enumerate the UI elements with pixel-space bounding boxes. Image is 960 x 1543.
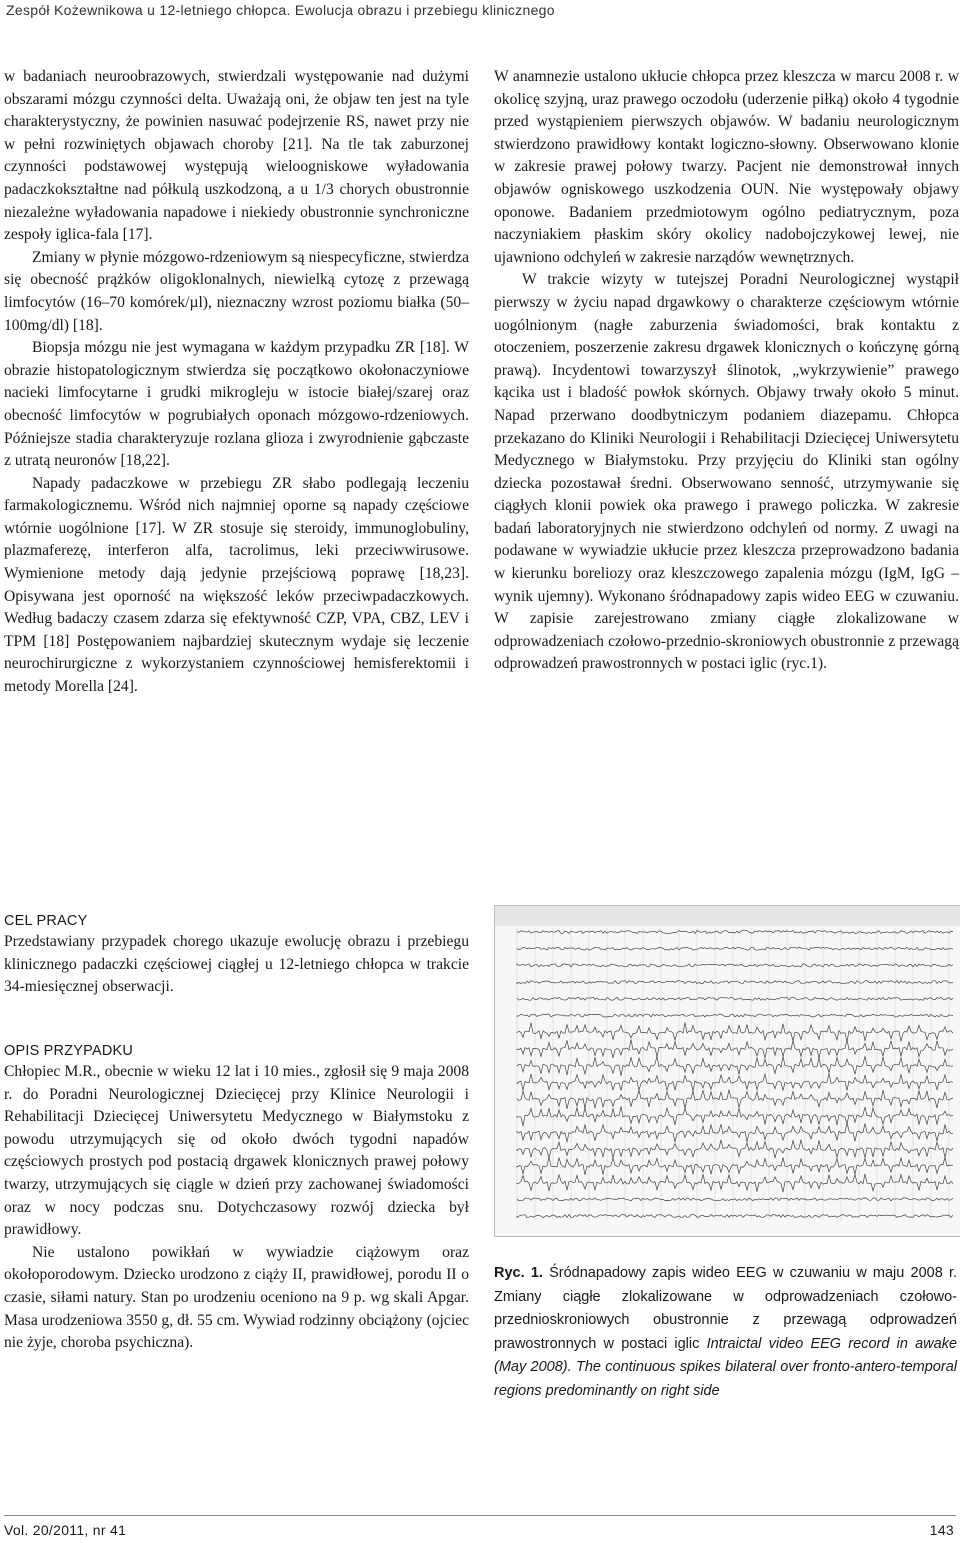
caption-text-en: Intraictal video EEG record in awake (May 2008). The continuous spikes bilateral over fronto-antero-temporal regions predominantly on right side bbox=[494, 1335, 958, 1399]
paragraph: W anamnezie ustalono ukłucie chłopca przez kleszcza w marcu 2008 r. w okolicę szyjną, uraz prawego oczodołu (uderzenie piłką) około 4 tygodnie przed wystąpieniem pierwszych objawów. W badaniu neurologicznym stwierdzono prawidłowy kontakt logiczno-słowny. Obserwowano klonie w zakresie prawej połowy twarzy. Pacjent nie demonstrował innych objawów ogniskowego uszkodzenia OUN. Nie występowały objawy oponowe. Badaniem przedmiotowym ogólno pediatrycznym, poza naczyniakiem płaskim skóry okolicy nadobojczykowej lewej, nie ujawniono odchyleń w zakresie narządów wewnętrznych. bbox=[494, 68, 959, 266]
eeg-channel-trace bbox=[517, 1198, 953, 1201]
eeg-figure bbox=[494, 905, 960, 1237]
eeg-channel-trace bbox=[517, 964, 953, 967]
paragraph: Nie ustalono powikłań w wywiadzie ciążowym oraz okołoporodowym. Dziecko urodzono z ciąży II, prawidłowej, porodu II o czasie, siłami natury. Stan po urodzeniu oceniono na 9 p. wg skali Apgar. Masa urodzeniowa 3550 g, dł. 55 cm. Wywiad rodzinny obciążony (ojciec nie żyje, choroba psychiczna). bbox=[4, 1243, 469, 1352]
eeg-channel-trace bbox=[517, 981, 953, 984]
footer-volume: Vol. 20/2011, nr 41 bbox=[4, 1522, 127, 1538]
caption-text-pl: Śródnapadowy zapis wideo EEG w czuwaniu w maju 2008 r. Zmiany ciągłe zlokalizowane w odprowadzeniach czołowo-przednioskroniowych obustronnie z przewagą odprowadzeń prawostronnych w postaci iglic bbox=[494, 1265, 958, 1352]
paragraph: w badaniach neuroobrazowych, stwierdzali występowanie nad dużymi obszarami mózgu czynności delta. Uważają oni, że objaw ten jest na tyle charakterystyczny, że powinien nasuwać podejrzenie RS, nawet przy nie w pełni rozwiniętych objawach choroby [21]. Na tle tak zaburzonej czynności podstawowej występują wieloogniskowe wyładowania padaczkokształtne nad półkulą uszkodzoną, a u 1/3 chorych obustronnie niezależne wyładowania napadowe i niekiedy obustronnie synchroniczne zespoły iglica-fala [17]. bbox=[4, 68, 469, 244]
eeg-channel-trace bbox=[517, 1073, 953, 1091]
section-opis-przypadku bbox=[4, 1043, 469, 1355]
eeg-channel-trace bbox=[517, 1215, 953, 1218]
caption-label: Ryc. 1. bbox=[494, 1265, 543, 1281]
left-column bbox=[4, 66, 469, 699]
page-number: 143 bbox=[929, 1522, 954, 1538]
eeg-channel-trace bbox=[517, 1014, 953, 1017]
eeg-recording-image bbox=[495, 906, 960, 1236]
eeg-channel-trace bbox=[517, 1023, 953, 1042]
eeg-channel-trace bbox=[517, 931, 953, 934]
eeg-channel-trace bbox=[517, 947, 953, 950]
paragraph: W trakcie wizyty w tutejszej Poradni Neurologicznej wystąpił pierwszy w życiu napad drgawkowy o charakterze częściowym wtórnie uogólnionym (nagłe zaburzenia świadomości, brak kontaktu z otoczeniem, poszerzenie zakresu drgawek klonicznych o kończynę górną prawą). Incydentowi towarzyszył ślinotok, „wykrzywienie” prawego kącika ust i bladość powłok skórnych. Objawy trwały około 5 minut. Napad przerwano doodbytniczym podaniem diazepamu. Chłopca przekazano do Kliniki Neurologii i Rehabilitacji Dziecięcej Uniwersytetu Medycznego w Białymstoku. Przy przyjęciu do Kliniki stan ogólny dziecka pozostawał średni. Obserwowano senność, utrzymywanie się ciągłych klonii powiek oka prawego i prawego policzka. W zakresie badań laboratoryjnych nie stwierdzono odchyleń od normy. Z uwagi na podawane w wywiadzie ukłucie przez kleszcza przeprowadzono badania w kierunku boreliozy oraz kleszczowego zapalenia mózgu (IgM, IgG – wynik ujemny). Wykonano śródnapadowy zapis wideo EEG w czuwaniu. W zapisie zarejestrowano zmiany ciągłe zlokalizowane w odprowadzeniach czołowo-przednio-skroniowych obustronnie z przewagą odprowadzeń prawostronnych w postaci iglic (ryc.1). bbox=[494, 271, 959, 673]
right-column bbox=[494, 66, 959, 676]
paragraph: Zmiany w płynie mózgowo-rdzeniowym są niespecyficzne, stwierdza się obecność prążków oligoklonalnych, niewielką cytozę z przewagą limfocytów (16–70 komórek/µl), nieznaczny wzrost poziomu białka (50–100mg/dl) [18]. bbox=[4, 248, 469, 334]
eeg-channel-trace bbox=[517, 1174, 953, 1192]
eeg-channel-trace bbox=[517, 1039, 953, 1058]
footer-rule bbox=[4, 1515, 956, 1516]
eeg-header-band bbox=[495, 906, 960, 926]
running-head: Zespół Kożewnikowa u 12-letniego chłopca. Ewolucja obrazu i przebiegu klinicznego bbox=[6, 2, 555, 18]
paragraph: Przedstawiany przypadek chorego ukazuje ewolucję obrazu i przebiegu klinicznego padaczki częściowej ciągłej u 12-letniego chłopca w trakcie 34-miesięcznej obserwacji. bbox=[4, 933, 469, 996]
eeg-channel-trace bbox=[517, 1089, 953, 1109]
section-heading: CEL PRACY bbox=[4, 913, 88, 929]
paragraph: Chłopiec M.R., obecnie w wieku 12 lat i 10 mies., zgłosił się 9 maja 2008 r. do Poradni Neurologicznej Dziecięcej przy Klinice Neurologii i Rehabilitacji Dziecięcej Uniwersytetu Medycznego w Białymstoku z powodu utrzymujących się od około dwóch tygodni napadów częściowych prostych pod postacią drgawek klonicznych prawej połowy twarzy, utrzymujących się ciągle w dzień przy zachowanej świadomości oraz w nocy podczas snu. Dotychczasowy rozwój dziecka był prawidłowy. bbox=[4, 1063, 469, 1239]
eeg-channel-trace bbox=[517, 1140, 953, 1159]
section-cel-pracy bbox=[4, 913, 469, 999]
figure-caption bbox=[494, 1262, 957, 1403]
paragraph: Biopsja mózgu nie jest wymagana w każdym przypadku ZR [18]. W obrazie histopatologicznym stwierdza się początkowo okołonaczyniowe nacieki limfocytarne i grudki mikrogleju w istocie białej/szarej oraz obecność limfocytów w pogrubiałych oponach mózgowo-rdzeniowych. Późniejsze stadia charakteryzuje rozlana glioza i zwyrodnienie gąbczaste z utratą neuronów [18,22]. bbox=[4, 339, 469, 470]
section-heading: OPIS PRZYPADKU bbox=[4, 1043, 134, 1059]
eeg-channel-trace bbox=[517, 997, 953, 1000]
eeg-channel-trace bbox=[517, 1123, 953, 1143]
eeg-channel-trace bbox=[517, 1107, 953, 1127]
eeg-channel-trace bbox=[517, 1056, 953, 1076]
paragraph: Napady padaczkowe w przebiegu ZR słabo podlegają leczeniu farmakologicznemu. Wśród nich najmniej oporne są napady częściowe wtórnie uogólnione [17]. W ZR stosuje się steroidy, immunoglobuliny, plazmaferezę, interferon alfa, tacrolimus, leki przeciwwirusowe. Wymienione metody dają jedynie przejściową poprawę [18,23]. Opisywana jest oporność na większość leków przeciwpadaczkowych. Według badaczy czasem zdarza się efektywność CZP, VPA, CBZ, LEV i TPM [18] Postępowaniem najbardziej skutecznym wydaje się leczenie neurochirurgiczne z wykorzystaniem czynnościowej hemisferektomii i metody Morella [24]. bbox=[4, 474, 469, 696]
eeg-channel-trace bbox=[517, 1157, 953, 1175]
